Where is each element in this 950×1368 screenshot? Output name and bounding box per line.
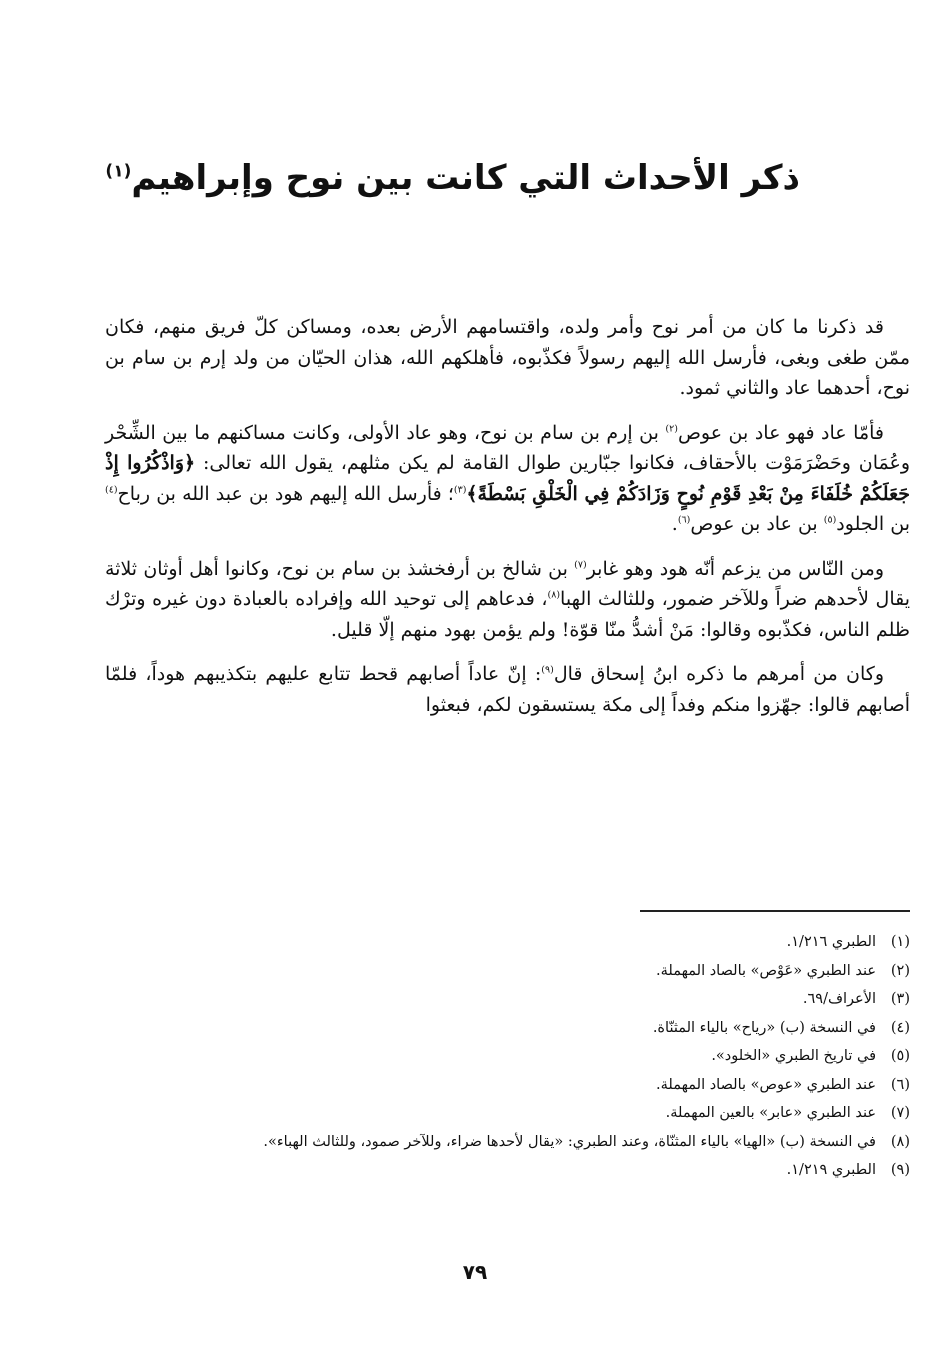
footnote-text: الطبري ١/٢١٩. (786, 1162, 876, 1178)
footnote-number: (٦) (890, 1076, 910, 1093)
footnote (105, 1128, 910, 1157)
footnote (105, 1042, 910, 1071)
paragraph-text: ؛ فأرسل الله إليهم هود بن عبد الله بن رباح (117, 482, 454, 505)
footnote-text: عند الطبري «عَوْص» بالصاد المهملة. (656, 962, 876, 979)
footnote-number: (٨) (890, 1133, 910, 1150)
footnote-ref: (٥) (823, 514, 837, 526)
footnote (105, 957, 910, 986)
footnote-text: عند الطبري «عابر» بالعين المهملة. (665, 1105, 876, 1121)
footnote-number: (٥) (890, 1048, 910, 1064)
footnote (105, 1099, 910, 1128)
footnote-number: (٢) (890, 962, 910, 979)
footnote-ref: (٨) (547, 589, 561, 601)
footnote-ref: (٤) (105, 484, 118, 496)
footnote (105, 1014, 910, 1043)
paragraph-text: بن عاد بن عوص (690, 513, 824, 535)
footnotes (105, 928, 910, 1185)
paragraph-text: بن إرم بن سام بن نوح، وهو عاد الأولى، وكانت مساكنهم ما بين الشِّحْر وعُمَان وحَضْرَمَوْت بالأحقاف، فكانوا جبّارين طوال القامة لم يكن مثلهم، يقول الله تعالى: (105, 421, 910, 474)
footnote-ref: (٣) (453, 484, 467, 496)
paragraph (105, 312, 910, 404)
footnote-ref: (٩) (541, 664, 554, 676)
paragraph-text: : إنّ عاداً أصابهم قحط تتابع عليهم بتكذيبهم هوداً، فلمّا أصابهم قالوا: جهّزوا منكم وفداً إلى مكة يستسقون لكم، فبعثوا (105, 663, 910, 716)
paragraph-text: ومن النّاس من يزعم أنّه هود وهو غابر (586, 557, 884, 580)
footnote-number: (٤) (890, 1019, 910, 1036)
footnote-text: عند الطبري «عوص» بالصاد المهملة. (656, 1076, 876, 1093)
chapter-title (105, 150, 800, 206)
paragraph-text: . (671, 513, 678, 535)
footnote-number: (٩) (890, 1162, 910, 1178)
paragraph-text: بن الجلود (836, 513, 910, 535)
footnote-number: (٧) (890, 1105, 910, 1121)
footnote-ref: (٢) (665, 423, 678, 435)
footnote-divider (640, 910, 910, 912)
chapter-title-text: ذكر الأحداث التي كانت بين نوح وإبراهيم (131, 158, 800, 198)
footnote (105, 928, 910, 957)
quran-verse: ﴿وَاذْكُرُوا إِذْ جَعَلَكُمْ خُلَفَاءَ مِنْ بَعْدِ قَوْمِ نُوحٍ وَزَادَكُمْ فِي الْخَلْقِ بَسْطَةً﴾ (105, 452, 910, 505)
footnote-number: (٣) (890, 991, 910, 1007)
footnote (105, 985, 910, 1014)
footnote (105, 1071, 910, 1100)
footnote-text: في النسخة (ب) «الهيا» بالياء المثنّاة، وعند الطبري: «يقال لأحدها ضراء، وللآخر صمود، وللثالث الهباء». (263, 1133, 876, 1150)
paragraph (105, 659, 910, 720)
footnote (105, 1156, 910, 1185)
paragraph-text: بن شالخ بن أرفخشذ بن سام بن نوح، وكانوا أهل أوثان ثلاثة يقال لأحدهم ضراً وللآخر ضمور، وللثالث الهبا (105, 557, 911, 610)
footnote-text: الطبري ١/٢١٦. (786, 934, 876, 950)
footnote-ref: (٧) (574, 559, 587, 571)
footnote-ref: (٦) (677, 514, 691, 526)
footnote-text: الأعراف/٦٩. (802, 991, 876, 1007)
paragraph-text: قد ذكرنا ما كان من أمر نوح وأمر ولده، واقتسامهم الأرض بعده، ومساكن كلّ فريق منهم، فكان ممّن طغى وبغى، فأرسل الله إليهم رسولاً فكذّبوه، فأهلكهم الله، هذان الحيّان من ولد إرم بن سام بن نوح، أحدهما عاد والثاني ثمود. (105, 316, 910, 399)
footnote-ref: (١) (105, 161, 132, 182)
footnote-text: في تاريخ الطبري «الخلود». (711, 1048, 876, 1064)
paragraph (105, 554, 910, 646)
paragraph-text: فأمّا عاد فهو عاد بن عوص (677, 421, 884, 444)
paragraph-text: وكان من أمرهم ما ذكره ابنُ إسحاق قال (553, 663, 884, 685)
body-text (105, 312, 910, 734)
page-number: ٧٩ (462, 1260, 488, 1284)
footnote-text: في النسخة (ب) «رياح» بالياء المثنّاة. (652, 1019, 876, 1036)
footnote-number: (١) (890, 934, 910, 950)
paragraph-text: ، فدعاهم إلى توحيد الله وإفراده بالعبادة دون غيره وترْك ظلم الناس، فكذّبوه وقالوا: مَنْ أشدُّ منّا قوّة! ولم يؤمن بهود منهم إلّا قليل. (105, 588, 910, 641)
paragraph (105, 418, 910, 540)
